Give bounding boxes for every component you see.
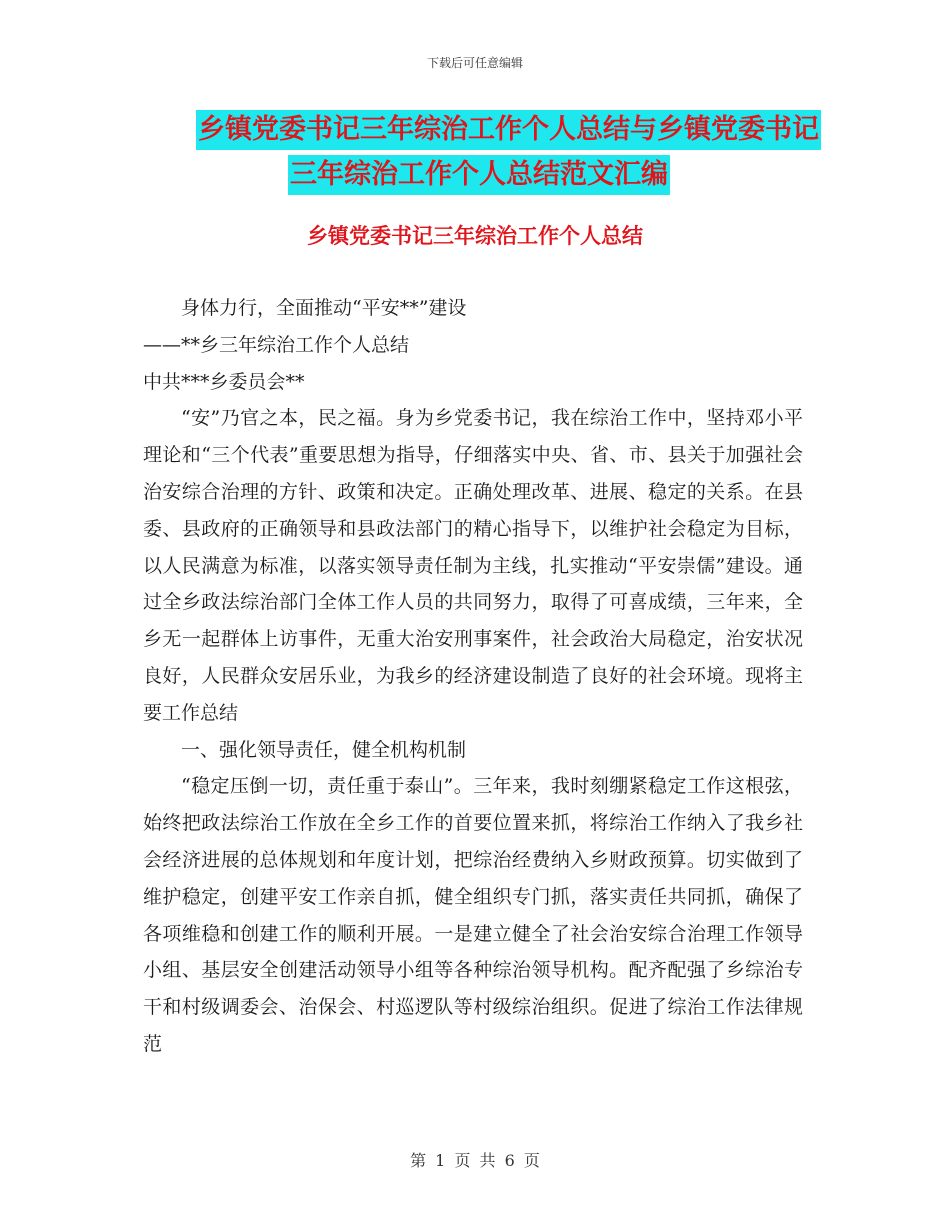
page-header: 下载后可任意编辑	[426, 56, 523, 70]
paragraph-heading: 身体力行，全面推动“平安**”建设	[181, 297, 467, 319]
paragraph-intro: “安”乃官之本，民之福。身为乡党委书记，我在综治工作中，坚持邓小平理论和“三个代表”重要思想为指导，仔细落实中央、省、市、县关于加强社会治安综合治理的方针、政策和决定。正确处理改革、进展、稳定的关系。在县委、县政府的正确领导和县政法部门的精心指导下，以维护社会稳定为目标，以人民满意为标准，以落实领导责任制为主线，扎实推动“平安崇儒”建设。通过全乡政法综治部门全体工作人员的共同努力，取得了可喜成绩，三年来，全乡无一起群体上访事件，无重大治安刑事案件，社会政治大局稳定，治安状况良好，人民群众安居乐业，为我乡的经济建设制造了良好的社会环境。现将主要工作总结	[143, 407, 803, 724]
paragraph-author: 中共***乡委员会**	[143, 370, 305, 393]
document-title-line-2: 三年综治工作个人总结范文汇编	[288, 155, 670, 195]
paragraph-section-heading: 一、强化领导责任，健全机构机制	[181, 738, 467, 761]
page-footer: 第 1 页 共 6 页	[410, 1151, 540, 1170]
paragraph-subheading: ——**乡三年综治工作个人总结	[143, 333, 410, 356]
document-title-line-1: 乡镇党委书记三年综治工作个人总结与乡镇党委书记	[196, 110, 821, 150]
document-body	[143, 290, 803, 1063]
section-title: 乡镇党委书记三年综治工作个人总结	[307, 224, 643, 248]
paragraph-section-body: “稳定压倒一切，责任重于泰山”。三年来，我时刻绷紧稳定工作这根弦，始终把政法综治工作放在全乡工作的首要位置来抓，将综治工作纳入了我乡社会经济进展的总体规划和年度计划，把综治经费纳入乡财政预算。切实做到了维护稳定，创建平安工作亲自抓，健全组织专门抓，落实责任共同抓，确保了各项维稳和创建工作的顺利开展。一是建立健全了社会治安综合治理工作领导小组、基层安全创建活动领导小组等各种综治领导机构。配齐配强了乡综治专干和村级调委会、治保会、村巡逻队等村级综治组织。促进了综治工作法律规范	[143, 775, 803, 1055]
